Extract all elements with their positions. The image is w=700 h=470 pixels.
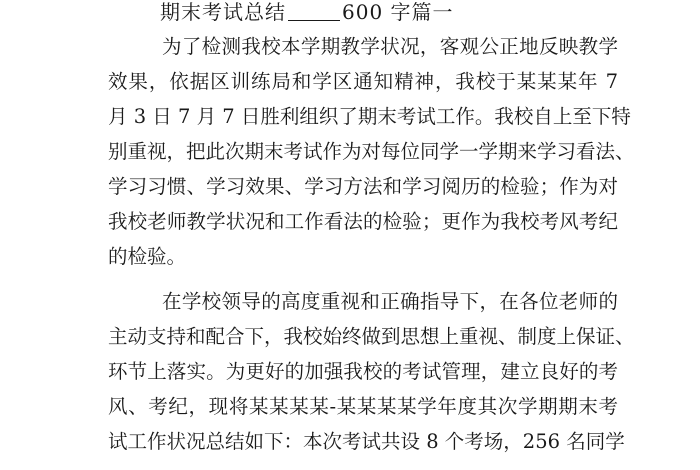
paragraph-line: 风、考纪，现将某某某某-某某某某学年度其次学期期末考 bbox=[108, 395, 618, 418]
title-blank-line bbox=[288, 2, 340, 21]
paragraph-line: 效果，依据区训练局和学区通知精神，我校于某某某年 7 bbox=[108, 70, 618, 93]
paragraph-line: 的检验。 bbox=[108, 245, 187, 268]
paragraph-line: 试工作状况总结如下：本次考试共设 8 个考场，256 名同学 bbox=[108, 430, 625, 453]
paragraph-line: 为了检测我校本学期教学状况，客观公正地反映教学 bbox=[162, 35, 618, 58]
title-prefix: 期末考试总结 bbox=[160, 0, 286, 24]
paragraph-line: 在学校领导的高度重视和正确指导下，在各位老师的 bbox=[162, 290, 618, 313]
paragraph-line: 环节上落实。为更好的加强我校的考试管理，建立良好的考 bbox=[108, 360, 618, 383]
paragraph-line: 主动支持和配合下，我校始终做到思想上重视、制度上保证、 bbox=[108, 325, 635, 348]
paragraph-line: 学习习惯、学习效果、学习方法和学习阅历的检验；作为对 bbox=[108, 175, 618, 198]
paragraph-line: 月 3 日 7 月 7 日胜利组织了期末考试工作。我校自上至下特 bbox=[108, 105, 631, 128]
paragraph-line: 我校老师教学状况和工作看法的检验；更作为我校考风考纪 bbox=[108, 210, 618, 233]
title-suffix: 600 字篇一 bbox=[342, 0, 454, 24]
paragraph-line: 别重视，把此次期末考试作为对每位同学一学期来学习看法、 bbox=[108, 140, 635, 163]
document-title bbox=[160, 0, 454, 24]
